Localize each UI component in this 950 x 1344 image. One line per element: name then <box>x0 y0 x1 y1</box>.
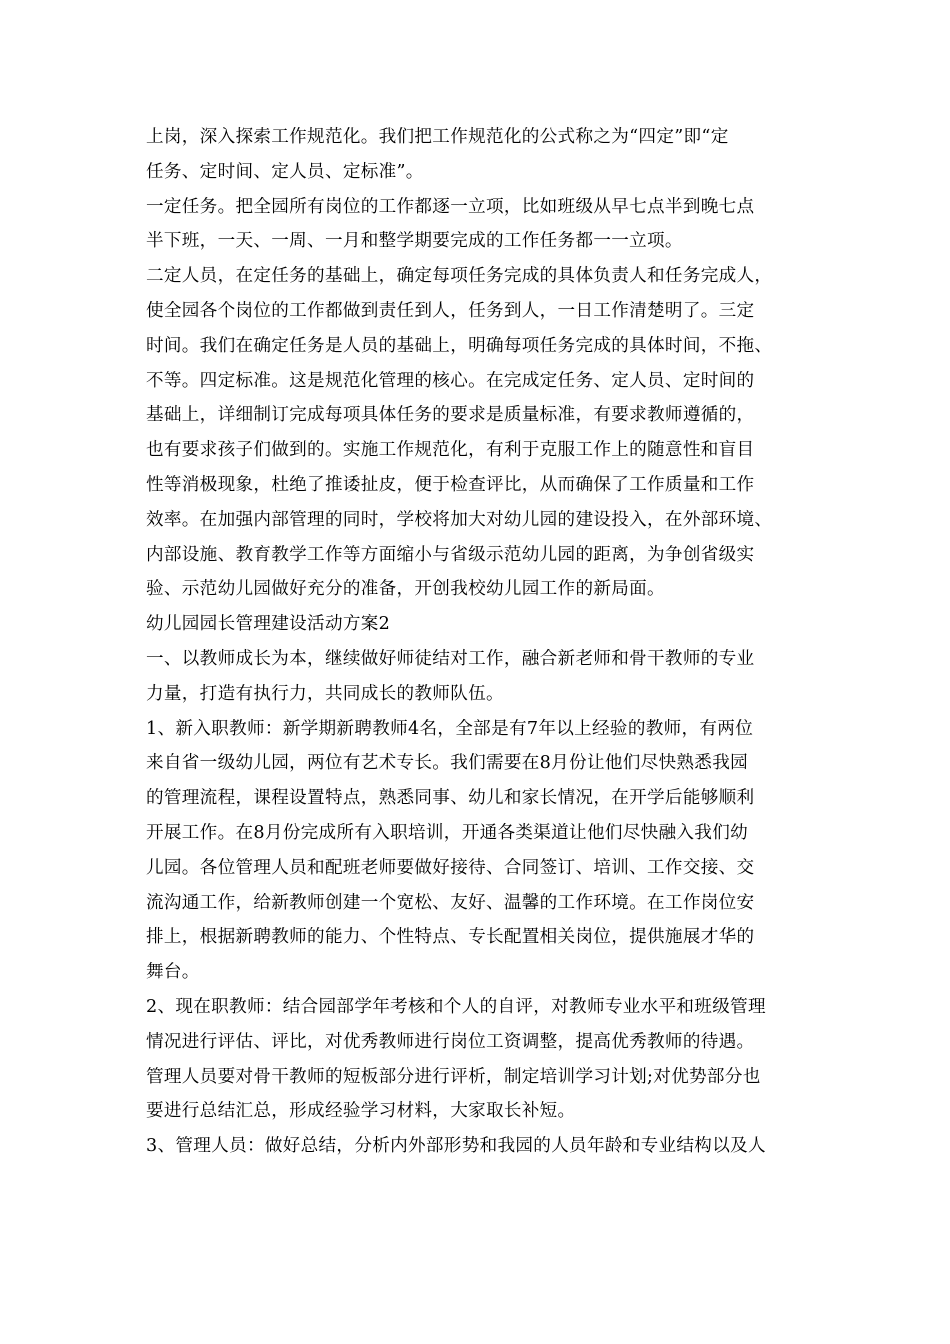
text-line: 儿园。各位管理人员和配班老师要做好接待、合同签订、培训、工作交接、交 <box>146 857 755 878</box>
text-line: 要进行总结汇总，形成经验学习材料，大家取长补短。 <box>146 1101 576 1122</box>
text-line: 力量，打造有执行力，共同成长的教师队伍。 <box>146 683 504 704</box>
text-line: 使全园各个岗位的工作都做到责任到人，任务到人，一日工作清楚明了。三定 <box>146 300 755 321</box>
text-line: 3、管理人员：做好总结，分析内外部形势和我园的人员年龄和专业结构以及人 <box>146 1136 766 1157</box>
text-line: 也有要求孩子们做到的。实施工作规范化，有利于克服工作上的随意性和盲目 <box>146 440 755 461</box>
text-line: 半下班，一天、一周、一月和整学期要完成的工作任务都一一立项。 <box>146 231 683 252</box>
text-line: 的管理流程，课程设置特点，熟悉同事、幼儿和家长情况，在开学后能够顺利 <box>146 788 755 809</box>
text-line: 一定任务。把全园所有岗位的工作都逐一立项，比如班级从早七点半到晚七点 <box>146 196 755 217</box>
text-line: 任务、定时间、定人员、定标准”。 <box>146 161 424 182</box>
text-line: 排上，根据新聘教师的能力、个性特点、专长配置相关岗位，提供施展才华的 <box>146 927 755 948</box>
text-line: 二定人员，在定任务的基础上，确定每项任务完成的具体负责人和任务完成人， <box>146 266 773 287</box>
text-line: 管理人员要对骨干教师的短板部分进行评析，制定培训学习计划;对优势部分也 <box>146 1066 761 1087</box>
text-line: 1、新入职教师：新学期新聘教师4名，全部是有7年以上经验的教师，有两位 <box>146 718 754 739</box>
text-line: 基础上，详细制订完成每项具体任务的要求是质量标准，有要求教师遵循的， <box>146 405 755 426</box>
text-line: 开展工作。在8月份完成所有入职培训，开通各类渠道让他们尽快融入我们幼 <box>146 822 748 843</box>
text-line: 流沟通工作，给新教师创建一个宽松、友好、温馨的工作环境。在工作岗位安 <box>146 892 755 913</box>
text-line: 时间。我们在确定任务是人员的基础上，明确每项任务完成的具体时间，不拖、 <box>146 335 773 356</box>
text-line: 舞台。 <box>146 962 200 983</box>
document-body <box>146 120 816 1164</box>
text-line: 2、现在职教师：结合园部学年考核和个人的自评，对教师专业水平和班级管理 <box>146 996 766 1017</box>
text-line: 上岗，深入探索工作规范化。我们把工作规范化的公式称之为“四定”即“定 <box>146 127 729 147</box>
text-line: 效率。在加强内部管理的同时，学校将加大对幼儿园的建设投入，在外部环境、 <box>146 509 773 530</box>
text-line: 一、以教师成长为本，继续做好师徒结对工作，融合新老师和骨干教师的专业 <box>146 648 755 669</box>
text-line: 来自省一级幼儿园，两位有艺术专长。我们需要在8月份让他们尽快熟悉我园 <box>146 753 748 774</box>
text-line: 情况进行评估、评比，对优秀教师进行岗位工资调整，提高优秀教师的待遇。 <box>146 1031 755 1052</box>
text-line: 性等消极现象，杜绝了推诿扯皮，便于检查评比，从而确保了工作质量和工作 <box>146 474 755 495</box>
text-line: 验、示范幼儿园做好充分的准备，开创我校幼儿园工作的新局面。 <box>146 579 665 600</box>
text-line: 不等。四定标准。这是规范化管理的核心。在完成定任务、定人员、定时间的 <box>146 370 755 391</box>
text-line: 内部设施、教育教学工作等方面缩小与省级示范幼儿园的距离，为争创省级实 <box>146 544 755 565</box>
section-heading: 幼儿园园长管理建设活动方案2 <box>146 614 391 635</box>
